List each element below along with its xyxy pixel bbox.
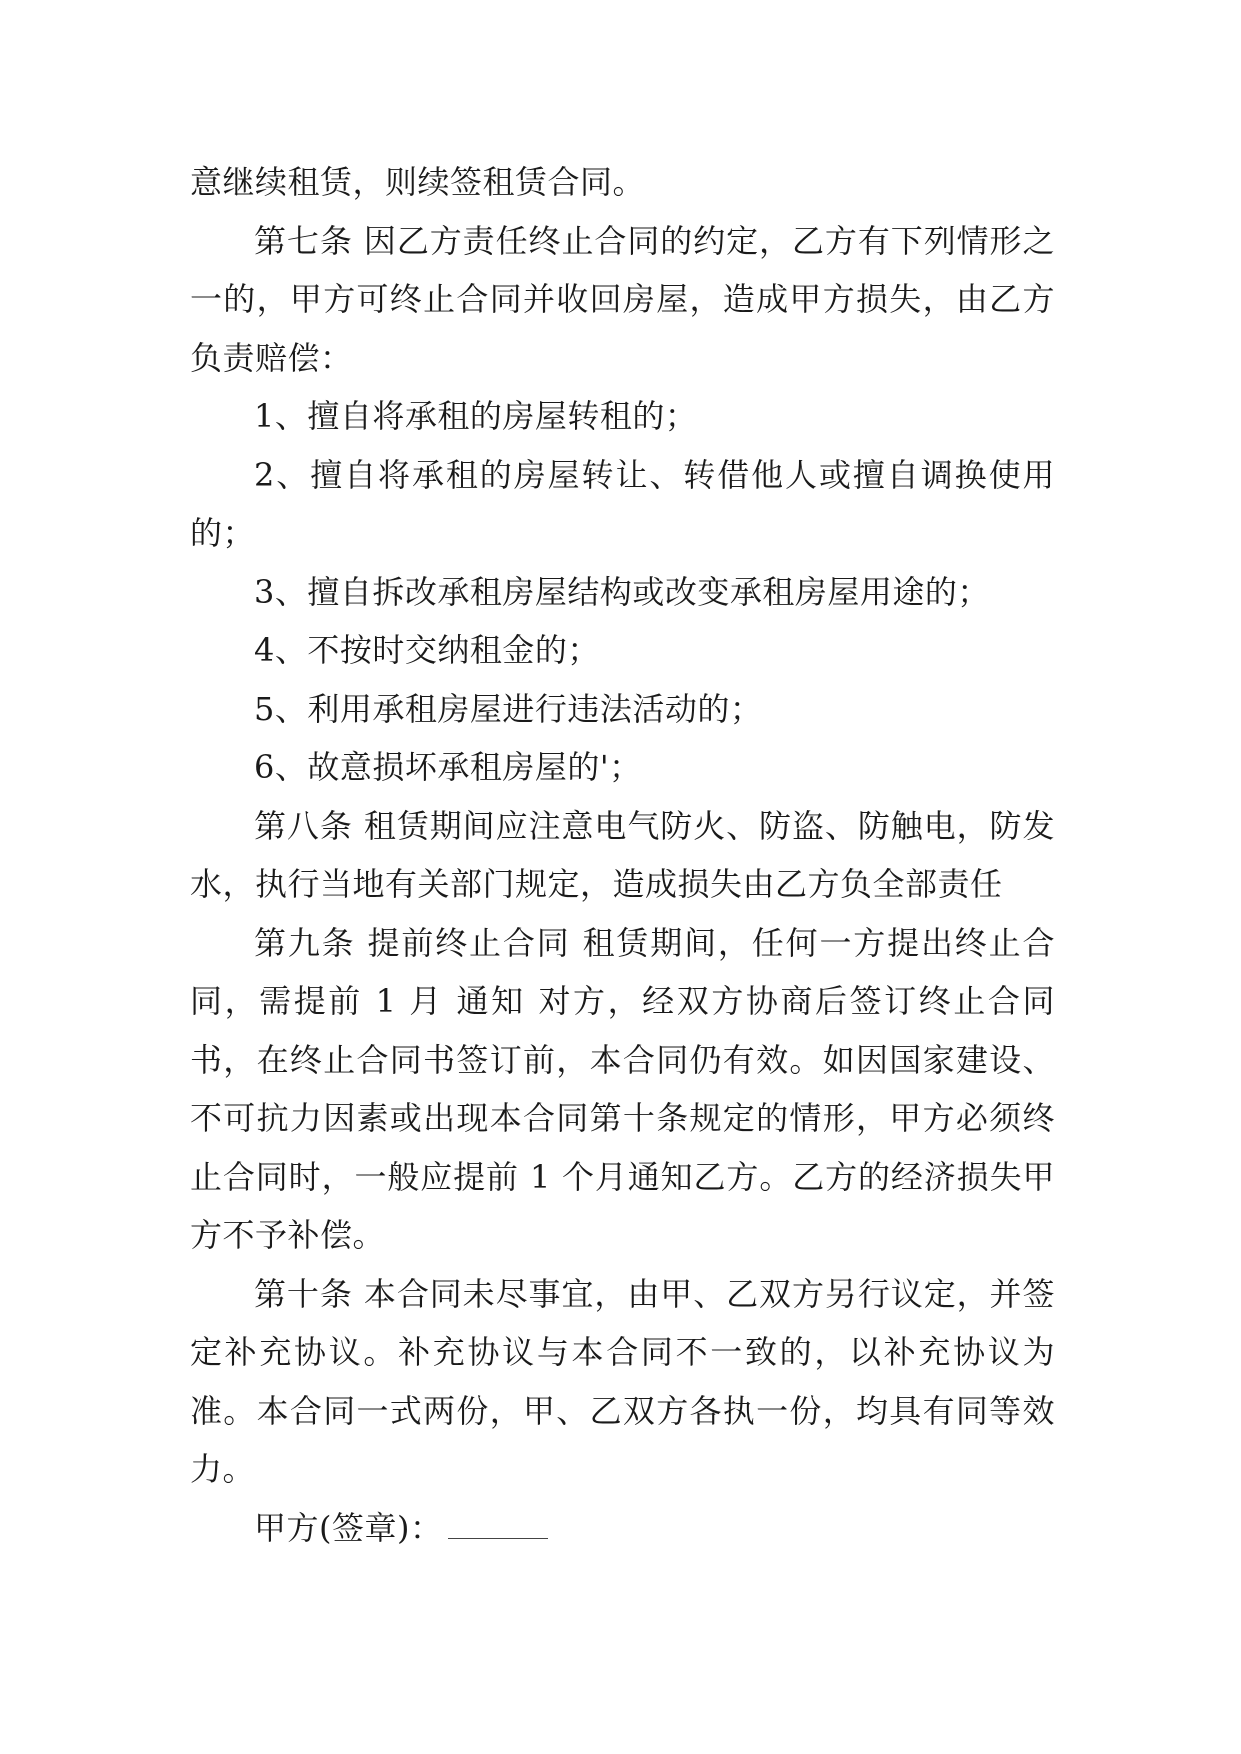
clause-4: 4、不按时交纳租金的； <box>254 631 600 669</box>
document-body <box>190 153 1055 1557</box>
clause-3: 3、擅自拆改承租房屋结构或改变承租房屋用途的； <box>254 572 990 611</box>
article-10: 第十条 本合同未尽事宜，由甲、乙双方另行议定，并签定补充协议。补充协议与本合同不一致的，以补充协议为准。本合同一式两份，甲、乙双方各执一份，均具有同等效力。 <box>190 1274 1055 1488</box>
article-9: 第九条 提前终止合同 租赁期间，任何一方提出终止合同，需提前 1 月 通知 对方，经双方协商后签订终止合同书，在终止合同书签订前，本合同仍有效。如因国家建设、不可抗力因素或出现本合同第十条规定的情形，甲方必须终止合同时，一般应提前 1 个月通知乙方。乙方的经济损失甲方不予补偿。 <box>190 923 1055 1254</box>
signature-label: 甲方(签章)： <box>254 1508 443 1547</box>
signature-blank <box>448 1518 548 1539</box>
clause-6: 6、故意损坏承租房屋的'； <box>254 748 642 786</box>
paragraph-continuation: 意继续租赁，则续签租赁合同。 <box>190 163 646 201</box>
clause-1: 1、擅自将承租的房屋转租的； <box>254 397 698 435</box>
clause-2: 2、擅自将承租的房屋转让、转借他人或擅自调换使用的； <box>190 455 1055 552</box>
article-7: 第七条 因乙方责任终止合同的约定，乙方有下列情形之一的，甲方可终止合同并收回房屋，造成甲方损失，由乙方负责赔偿： <box>190 221 1055 377</box>
article-8: 第八条 租赁期间应注意电气防火、防盗、防触电，防发水，执行当地有关部门规定，造成损失由乙方负全部责任 <box>190 806 1055 903</box>
signature-line <box>190 1499 1055 1558</box>
clause-5: 5、利用承租房屋进行违法活动的； <box>254 689 763 728</box>
